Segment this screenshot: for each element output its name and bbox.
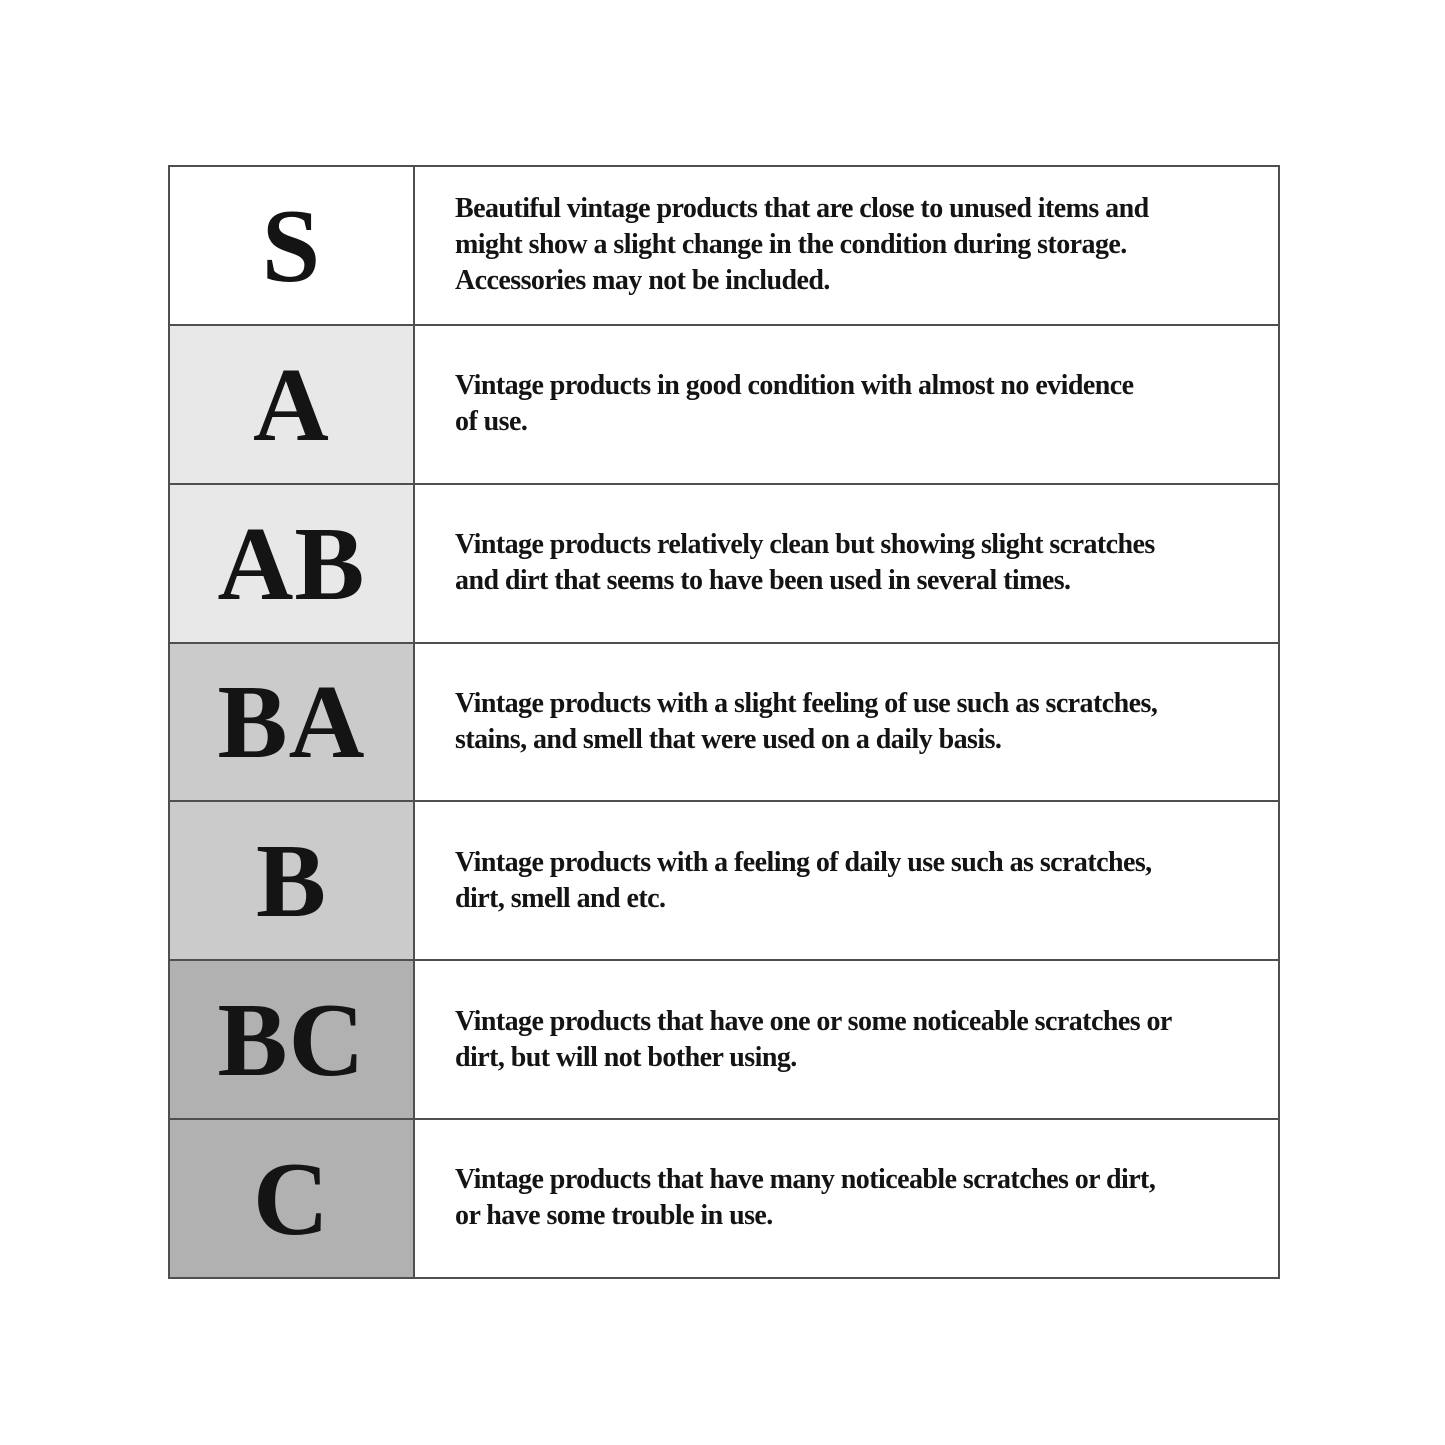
table-row-b [169, 801, 1279, 960]
description-cell-s [414, 166, 1279, 325]
description-text-a: Vintage products in good condition with almost no evidence of use. [455, 370, 1134, 438]
description-text-ba: Vintage products with a slight feeling of use such as scratches, stains, and smell that were used on a daily basis. [455, 687, 1158, 755]
description-cell-a [414, 325, 1279, 484]
grade-cell-c [169, 1119, 414, 1278]
description-text-bc: Vintage products that have one or some noticeable scratches or dirt, but will not bother using. [455, 1005, 1172, 1073]
grade-cell-bc [169, 960, 414, 1119]
description-cell-bc [414, 960, 1279, 1119]
grade-letter-bc: BC [217, 981, 366, 1099]
grade-letter-s: S [261, 186, 322, 304]
description-cell-c [414, 1119, 1279, 1278]
table-row-ab [169, 484, 1279, 643]
grade-cell-s [169, 166, 414, 325]
grade-letter-a: A [253, 345, 330, 463]
description-text-s: Beautiful vintage products that are close to unused items and might show a slight change in the condition during storage. Accessories may not be included. [455, 193, 1149, 297]
description-cell-ab [414, 484, 1279, 643]
condition-grade-table [168, 165, 1280, 1279]
grade-letter-b: B [255, 822, 328, 940]
grade-letter-ab: AB [217, 504, 366, 622]
description-cell-b [414, 801, 1279, 960]
table-row-a [169, 325, 1279, 484]
description-cell-ba [414, 643, 1279, 802]
grade-cell-ba [169, 643, 414, 802]
description-text-c: Vintage products that have many noticeable scratches or dirt, or have some trouble in use. [455, 1164, 1156, 1232]
table-row-bc [169, 960, 1279, 1119]
description-text-ab: Vintage products relatively clean but showing slight scratches and dirt that seems to have been used in several times. [455, 529, 1155, 597]
table-row-ba [169, 643, 1279, 802]
grade-cell-a [169, 325, 414, 484]
grade-cell-b [169, 801, 414, 960]
grade-letter-ba: BA [217, 663, 366, 781]
table-row-s [169, 166, 1279, 325]
grade-cell-ab [169, 484, 414, 643]
description-text-b: Vintage products with a feeling of daily use such as scratches, dirt, smell and etc. [455, 846, 1152, 914]
grade-letter-c: C [253, 1139, 330, 1257]
table-row-c [169, 1119, 1279, 1278]
